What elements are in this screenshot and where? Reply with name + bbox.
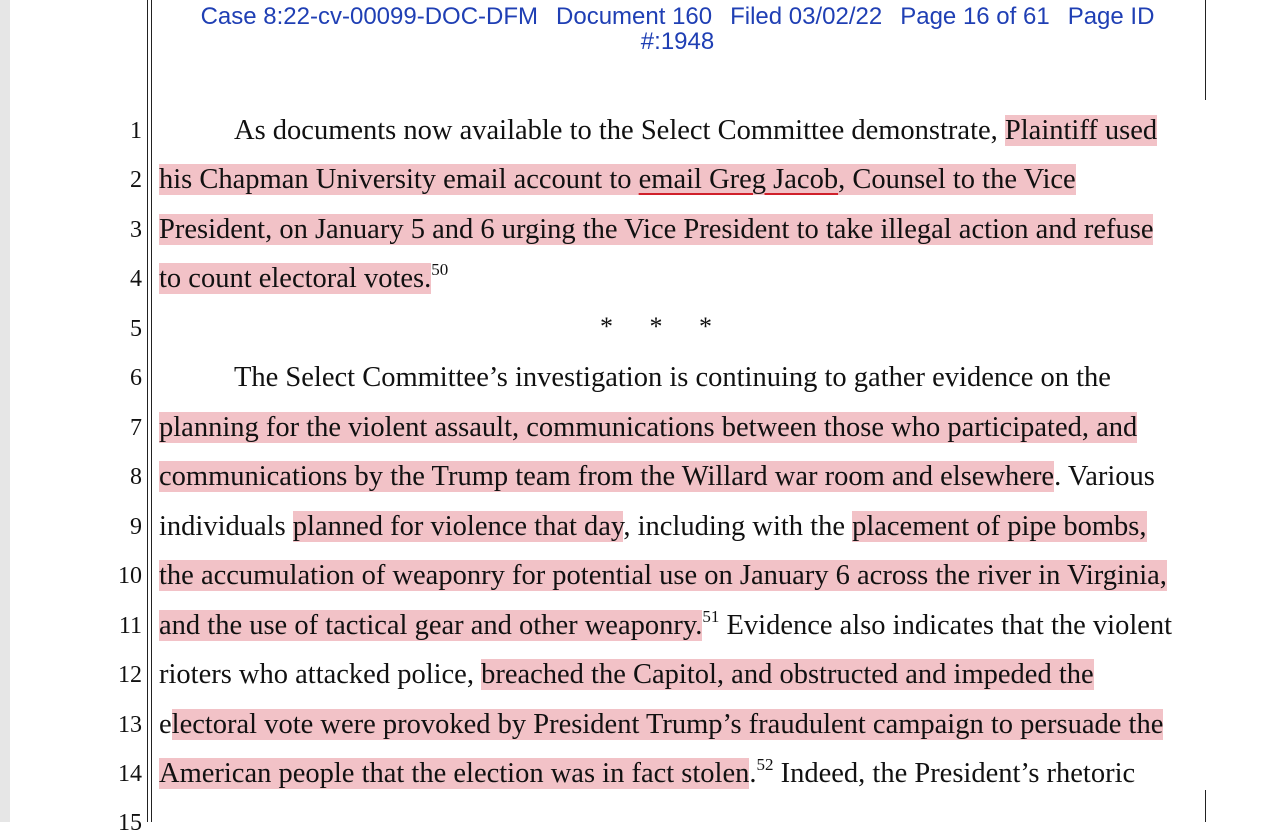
footnote-marker[interactable]: 51 (702, 607, 720, 626)
line-number: 5 (130, 316, 142, 342)
line-number: 3 (130, 217, 142, 243)
line-number: 2 (130, 167, 142, 193)
text-line: electoral vote were provoked by President Trump’s fraudulent campaign to persuade the (159, 709, 1164, 740)
page-id-number: #:1948 (640, 28, 715, 55)
line-number: 9 (130, 514, 142, 540)
line-number: 7 (130, 415, 142, 441)
highlight: President, on January 5 and 6 urging the Vice President to take illegal action and refuse (159, 214, 1154, 245)
line-number: 4 (130, 266, 142, 292)
text-line (159, 262, 448, 296)
right-margin-rule (1205, 790, 1206, 822)
text-line (159, 411, 1137, 445)
highlight: American people that the election was in fact stolen (159, 758, 750, 789)
highlight: and the use of tactical gear and other weaponry. (159, 610, 703, 641)
highlight: planning for the violent assault, communications between those who participated, and (159, 412, 1138, 443)
margin-rule (147, 0, 148, 822)
line-number: 1 (130, 118, 142, 144)
line-number: 15 (118, 810, 142, 836)
line-number: 13 (118, 712, 142, 738)
highlight: placement of pipe bombs, (852, 511, 1147, 542)
line-number: 10 (118, 563, 142, 589)
highlight: communications by the Trump team from the Willard war room and elsewhere (159, 461, 1055, 492)
text-line: As documents now available to the Select Committee demonstrate, Plaintiff used (234, 115, 1158, 146)
filed-date: Filed 03/02/22 (730, 3, 883, 30)
highlight: to count electoral votes. (159, 263, 432, 294)
document-number: Document 160 (556, 3, 713, 30)
text-line: individuals planned for violence that day, including with the placement of pipe bombs, (159, 511, 1147, 542)
left-gutter (0, 0, 10, 822)
court-header (140, 4, 1215, 54)
highlight: the accumulation of weaponry for potential use on January 6 across the river in Virginia, (159, 560, 1167, 591)
text-line: communications by the Trump team from the Willard war room and elsewhere. Various (159, 461, 1155, 492)
text-line: and the use of tactical gear and other weaponry.$^{51}$ Evidence also indicates that the violent (159, 607, 1173, 641)
footnote-marker[interactable]: 52 (756, 755, 774, 774)
line-number: 12 (118, 662, 142, 688)
line-number: 6 (130, 365, 142, 391)
text-line: The Select Committee’s investigation is continuing to gather evidence on the (234, 362, 1111, 393)
text-line (159, 213, 1153, 247)
highlight: planned for violence that day (292, 511, 624, 542)
line-number: 11 (118, 613, 142, 639)
line-number: 8 (130, 464, 142, 490)
page-id-label: Page ID (1067, 3, 1155, 30)
case-number: Case 8:22-cv-00099-DOC-DFM (200, 3, 539, 30)
highlight: his Chapman University email account to email Greg Jacob, Counsel to the Vice (159, 164, 1076, 195)
page-count: Page 16 of 61 (900, 3, 1050, 30)
text-line (159, 163, 1076, 197)
highlight: breached the Capitol, and obstructed and impeded the (481, 659, 1094, 690)
text-line (159, 559, 1167, 593)
text-line: American people that the election was in fact stolen.$^{52}$ Indeed, the President’s rhetoric (159, 755, 1136, 789)
margin-rule (151, 0, 152, 822)
highlight: Plaintiff used (1004, 115, 1158, 146)
line-number: 14 (118, 761, 142, 787)
footnote-marker[interactable]: 50 (431, 260, 449, 279)
section-separator: * * * (600, 312, 712, 341)
highlight: lectoral vote were provoked by President Trump’s fraudulent campaign to persuade the (171, 709, 1164, 740)
text-line: rioters who attacked police, breached the Capitol, and obstructed and impeded the (159, 659, 1094, 690)
underlined-text: email Greg Jacob (638, 164, 839, 195)
